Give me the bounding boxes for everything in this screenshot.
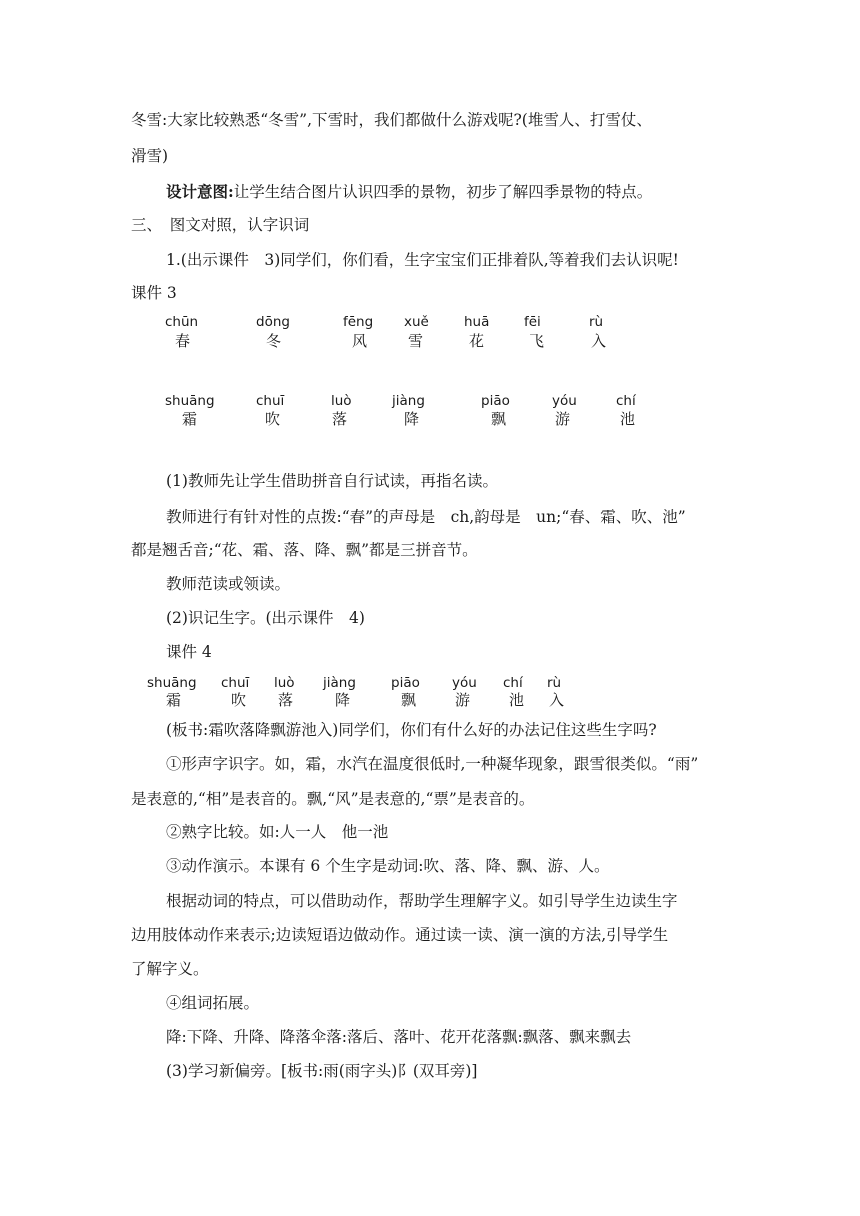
pinyin-yóu: yóu <box>552 393 577 409</box>
pinyin-shuāng: shuāng <box>165 393 215 409</box>
hanzi-character: 降 <box>335 691 351 709</box>
paragraph-show-cw3: 1.(出示课件 3)同学们，你们看，生字宝宝们正排着队,等着我们去认识呢! <box>166 251 679 269</box>
hanzi-character: 霜 <box>166 691 182 709</box>
pinyin-piāo: piāo <box>391 675 420 691</box>
paragraph-phono-semantic: ①形声字识字。如，霜，水汽在温度很低时,一种凝华现象，跟雪很类似。“雨” <box>166 755 699 773</box>
hanzi-character: 春 <box>175 332 191 350</box>
hanzi-character: 入 <box>591 332 607 350</box>
courseware-3-label: 课件 3 <box>131 284 177 302</box>
pinyin-luò: luò <box>274 675 295 691</box>
pinyin-rù: rù <box>547 675 562 691</box>
pinyin-chuī: chuī <box>221 675 250 691</box>
pinyin-chí: chí <box>616 393 636 409</box>
pinyin-jiàng: jiàng <box>392 393 425 409</box>
pinyin-piāo: piāo <box>481 393 510 409</box>
hanzi-character: 吹 <box>265 410 281 428</box>
pinyin-fēi: fēi <box>524 314 541 330</box>
pinyin-huā: huā <box>464 314 490 330</box>
paragraph-verbs-cont2: 了解字义。 <box>131 960 209 978</box>
pinyin-chūn: chūn <box>165 314 199 330</box>
paragraph-compare: ②熟字比较。如:人一人 他一池 <box>166 823 389 841</box>
hanzi-character: 冬 <box>266 332 282 350</box>
paragraph-board-writing: (板书:霜吹落降飘游池入)同学们，你们有什么好的办法记住这些生字吗? <box>166 721 657 739</box>
hanzi-character: 降 <box>404 410 420 428</box>
hanzi-character: 落 <box>332 410 348 428</box>
paragraph-winter-snow: 冬雪:大家比较熟悉“冬雪”,下雪时，我们都做什么游戏呢?(堆雪人、打雪仗、 <box>131 111 652 129</box>
hanzi-character: 飘 <box>491 410 507 428</box>
paragraph-new-radicals: (3)学习新偏旁。[板书:雨(雨字头)阝(双耳旁)] <box>166 1062 478 1080</box>
hanzi-character: 落 <box>278 691 294 709</box>
paragraph-guidance: 教师进行有针对性的点拨:“春”的声母是 ch,韵母是 un;“春、霜、吹、池” <box>166 508 686 526</box>
courseware-4-label: 课件 4 <box>166 643 212 661</box>
design-intent <box>166 182 652 202</box>
pinyin-shuāng: shuāng <box>147 675 197 691</box>
design-intent-text: 让学生结合图片认识四季的景物，初步了解四季景物的特点。 <box>233 183 653 201</box>
paragraph-verbs: 根据动词的特点，可以借助动作，帮助学生理解字义。如引导学生边读生字 <box>166 892 678 910</box>
pinyin-chí: chí <box>503 675 523 691</box>
pinyin-rù: rù <box>589 314 604 330</box>
paragraph-action-demo: ③动作演示。本课有 6 个生字是动词:吹、落、降、飘、游、人。 <box>166 857 610 875</box>
pinyin-xuě: xuě <box>404 314 429 330</box>
pinyin-luò: luò <box>331 393 352 409</box>
hanzi-character: 游 <box>555 410 571 428</box>
paragraph-word-list: 降:下降、升降、降落伞落:落后、落叶、花开花落飘:飘落、飘来飘去 <box>166 1028 632 1046</box>
paragraph-winter-snow-cont: 滑雪) <box>131 147 169 165</box>
hanzi-character: 池 <box>620 410 636 428</box>
paragraph-memorize: (2)识记生字。(出示课件 4) <box>166 609 365 627</box>
design-intent-label: 设计意图: <box>166 182 234 201</box>
hanzi-character: 入 <box>549 691 565 709</box>
hanzi-character: 游 <box>455 691 471 709</box>
paragraph-model-reading: 教师范读或领读。 <box>166 575 291 593</box>
section-heading-3: 三、 图文对照，认字识词 <box>131 216 310 234</box>
paragraph-verbs-cont: 边用肢体动作来表示;边读短语边做动作。通过读一读、演一演的方法,引导学生 <box>131 926 669 944</box>
hanzi-character: 吹 <box>231 691 247 709</box>
pinyin-chuī: chuī <box>256 393 285 409</box>
paragraph-phono-semantic-cont: 是表意的,“相”是表音的。飘,“风”是表意的,“票”是表音的。 <box>131 790 535 808</box>
hanzi-character: 飞 <box>529 332 545 350</box>
pinyin-dōng: dōng <box>256 314 290 330</box>
paragraph-guidance-cont: 都是翘舌音;“花、霜、落、降、飘”都是三拼音节。 <box>131 541 478 559</box>
hanzi-character: 雪 <box>408 332 424 350</box>
paragraph-word-extension: ④组词拓展。 <box>166 994 260 1012</box>
pinyin-yóu: yóu <box>452 675 477 691</box>
paragraph-self-read: (1)教师先让学生借助拼音自行试读，再指名读。 <box>166 472 498 490</box>
hanzi-character: 飘 <box>401 691 417 709</box>
hanzi-character: 风 <box>352 332 368 350</box>
hanzi-character: 池 <box>509 691 525 709</box>
pinyin-jiàng: jiàng <box>323 675 356 691</box>
hanzi-character: 花 <box>469 332 485 350</box>
hanzi-character: 霜 <box>182 410 198 428</box>
pinyin-fēng: fēng <box>343 314 374 330</box>
